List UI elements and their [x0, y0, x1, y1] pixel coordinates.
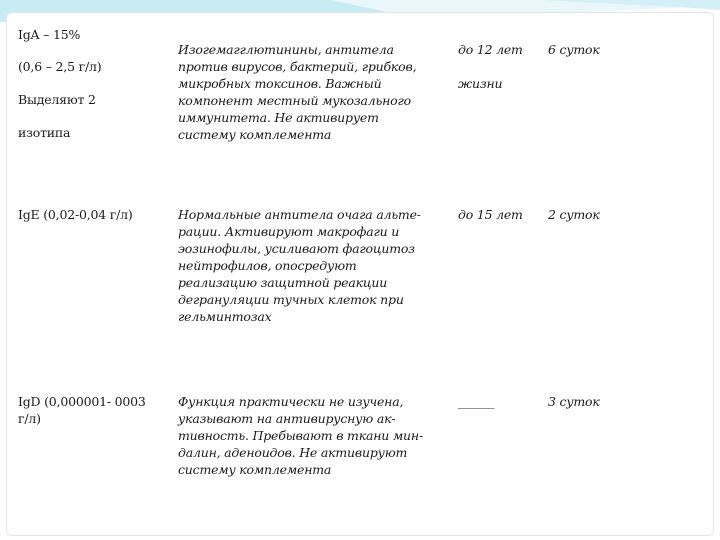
ige-desc-line-6: дегрануляции тучных клеток при — [178, 292, 404, 307]
iga-name-line-2: (0,6 – 2,5 г/л) — [18, 59, 102, 74]
iga-name-line-4: изотипа — [18, 125, 71, 140]
iga-age-line-2: жизни — [458, 76, 503, 91]
igd-name-line-1: IgD (0,000001- 0003 — [18, 394, 146, 409]
iga-desc-line-6: систему комплемента — [178, 127, 332, 142]
iga-desc-line-2: против вирусов, бактерий, грибков, — [178, 59, 417, 74]
ige-desc-line-4: нейтрофилов, опосредуют — [178, 258, 357, 273]
igd-half-life: 3 суток — [548, 394, 600, 409]
igd-age-line-1: ______ — [458, 394, 495, 409]
iga-desc-line-1: Изогемагглютинины, антитела — [178, 42, 394, 57]
igd-desc-line-4: далин, аденоидов. Не активируют — [178, 445, 408, 460]
iga-name-line-1: IgA – 15% — [18, 27, 81, 42]
iga-desc-line-3: микробных токсинов. Важный — [178, 76, 382, 91]
igd-name-line-2: г/л) — [18, 411, 41, 426]
ige-half-life: 2 суток — [548, 207, 600, 222]
ige-age-line-1: до 15 лет — [458, 207, 523, 222]
igd-desc-line-3: тивность. Пребывают в ткани мин- — [178, 428, 423, 443]
ige-desc-line-2: рации. Активируют макрофаги и — [178, 224, 400, 239]
ige-desc-line-1: Нормальные антитела очага альте- — [178, 207, 421, 222]
ige-desc-line-3: эозинофилы, усиливают фагоцитоз — [178, 241, 415, 256]
iga-name-line-3: Выделяют 2 — [18, 92, 96, 107]
iga-age-line-1: до 12 лет — [458, 42, 523, 57]
iga-desc-line-4: компонент местный мукозального — [178, 93, 411, 108]
igd-desc-line-5: систему комплемента — [178, 462, 332, 477]
ige-name-line-1: IgE (0,02-0,04 г/л) — [18, 207, 133, 222]
ige-desc-line-7: гельминтозах — [178, 309, 272, 324]
iga-desc-line-5: иммунитета. Не активирует — [178, 110, 379, 125]
ige-desc-line-5: реализацию защитной реакции — [178, 275, 388, 290]
igd-desc-line-2: указывают на антивирусную ак- — [178, 411, 396, 426]
igd-desc-line-1: Функция практически не изучена, — [178, 394, 404, 409]
iga-half-life: 6 суток — [548, 42, 600, 57]
